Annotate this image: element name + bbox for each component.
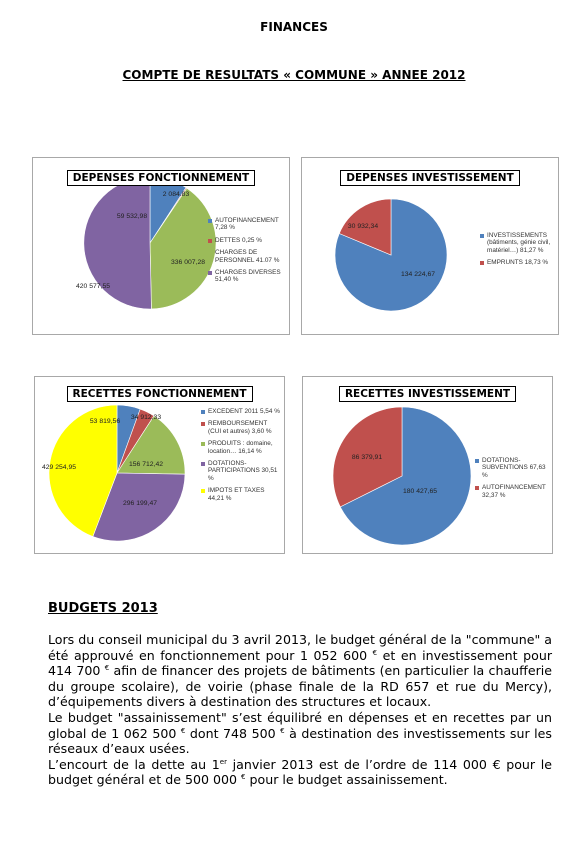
legend [201, 408, 281, 507]
legend-swatch [208, 219, 212, 223]
chart-title: DEPENSES INVESTISSEMENT [340, 170, 520, 186]
legend-swatch [201, 489, 205, 493]
data-label: 30 932,34 [347, 223, 379, 230]
legend-item [208, 237, 286, 244]
legend-label: CHARGES DE PERSONNEL 41.07 % [215, 249, 280, 264]
legend-label: IMPOTS ET TAXES 44,21 % [208, 487, 265, 502]
legend-item [475, 457, 549, 479]
legend [475, 457, 549, 504]
legend-swatch [201, 410, 205, 414]
budgets-text [48, 632, 552, 788]
legend-item [208, 217, 286, 232]
chart-title: RECETTES INVESTISSEMENT [339, 386, 516, 402]
data-label: 296 199,47 [122, 500, 158, 507]
legend-item [201, 460, 281, 482]
paragraph-commune: Lors du conseil municipal du 3 avril 2013, le budget général de la "commune" a été approuvé en fonctionnement pour 1 052 600 € et en investissement pour 414 700 € afin de financer des projets de bâtiments (en particulier la chaufferie du groupe scolaire), de voirie (phase finale de la RD 657 et rue du Mercy), d’équipements divers à destination des structures et locaux. [48, 632, 552, 710]
legend-swatch [208, 251, 212, 255]
data-label: 336 007,28 [170, 259, 206, 266]
paragraph-dette: L’encourt de la dette au 1er janvier 2013 est de l’ordre de 114 000 € pour le budget général et de 500 000 € pour le budget assainissement. [48, 756, 552, 788]
legend-item [480, 232, 555, 254]
chart-depenses-fonctionnement [32, 157, 290, 335]
legend-swatch [201, 442, 205, 446]
data-label: 59 532,98 [116, 213, 148, 220]
legend-label: PRODUITS : domaine, location… 16,14 % [208, 440, 273, 455]
legend-swatch [475, 486, 479, 490]
legend-label: DOTATIONS-PARTICIPATIONS 30,51 % [208, 460, 278, 482]
budgets-heading: BUDGETS 2013 [48, 601, 158, 616]
legend-label: EXCEDENT 2011 5,54 % [208, 408, 280, 415]
legend-label: EMPRUNTS 18,73 % [487, 259, 549, 267]
legend-label: AUTOFINANCEMENT 32,37 % [482, 484, 546, 499]
legend-swatch [475, 459, 479, 463]
chart-depenses-investissement [301, 157, 559, 335]
legend-swatch [480, 234, 484, 238]
legend-label: DOTATIONS-SUBVENTIONS 67,63 % [482, 457, 546, 479]
legend-label: INVESTISSEMENTS (bâtiments, génie civil, matériel…) 81,27 % [487, 232, 551, 254]
legend-swatch [201, 422, 205, 426]
paragraph-assainissement: Le budget "assainissement" s’est équilibré en dépenses et en recettes par un global de 1 062 500 € dont 748 500 € à destination des investissements sur les réseaux d’eaux usées. [48, 709, 552, 757]
legend-swatch [208, 239, 212, 243]
legend-label: REMBOURSEMENT (CUI et autres) 3,60 % [208, 420, 272, 435]
data-label: 429 254,95 [41, 464, 77, 471]
data-label: 156 712,42 [128, 461, 164, 468]
legend-swatch [208, 271, 212, 275]
legend-item [201, 487, 281, 502]
chart-recettes-investissement [302, 376, 553, 554]
legend [208, 217, 286, 289]
legend-label: CHARGES DIVERSES 51,40 % [215, 269, 281, 284]
chart-recettes-fonctionnement [34, 376, 285, 554]
legend-item [208, 269, 286, 284]
legend-label: AUTOFINANCEMENT 7,28 % [215, 217, 279, 232]
chart-title: DEPENSES FONCTIONNEMENT [67, 170, 255, 186]
legend-item [475, 484, 549, 499]
data-label: 2 084.83 [162, 191, 190, 198]
data-label: 86 379,91 [351, 454, 383, 461]
data-label: 180 427,65 [402, 488, 438, 495]
legend-item [201, 440, 281, 455]
data-label: 420 577,55 [75, 283, 111, 290]
chart-title: RECETTES FONCTIONNEMENT [67, 386, 253, 402]
page-subtitle: COMPTE DE RESULTATS « COMMUNE » ANNEE 2012 [122, 68, 466, 82]
page-title: FINANCES [260, 20, 328, 34]
legend-item [480, 259, 555, 266]
data-label: 53 819,56 [89, 418, 121, 425]
legend-label: DETTES 0,25 % [215, 236, 262, 244]
data-label: 134 224,67 [400, 271, 436, 278]
legend [480, 232, 555, 272]
legend-item [208, 249, 286, 264]
legend-item [201, 408, 281, 415]
legend-swatch [480, 261, 484, 265]
data-label: 34 912,33 [130, 414, 162, 421]
legend-swatch [201, 462, 205, 466]
legend-item [201, 420, 281, 435]
